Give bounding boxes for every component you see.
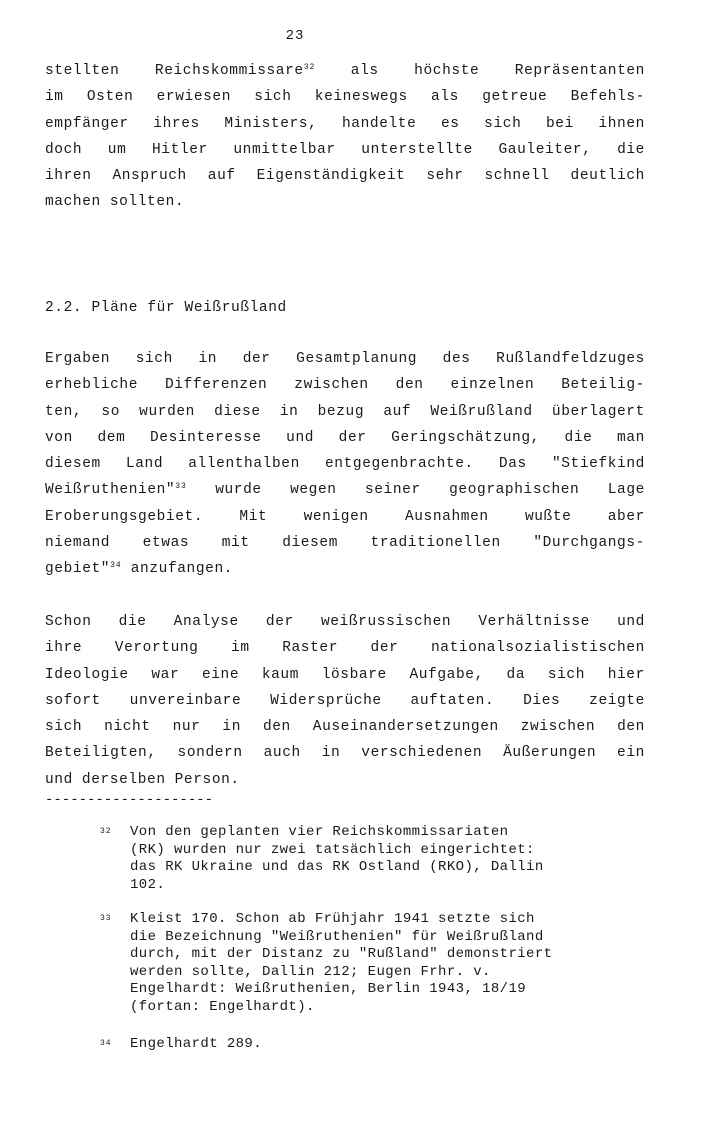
footnote-line: werden sollte, Dallin 212; Eugen Frhr. v. [130,963,491,980]
section-heading: 2.2. Pläne für Weißrußland [45,300,287,316]
footnote-number: 34 [100,1039,112,1048]
footnote-separator: -------------------- [45,792,214,808]
text-line: gebiet"$^{34}$ anzufangen. [45,561,234,578]
text-line: von dem Desinteresse und der Geringschätzung, die man [45,429,645,446]
footnote-number: 32 [100,827,112,836]
text-line: diesem Land allenthalben entgegenbrachte. Das "Stiefkind [45,456,645,473]
paragraph-2 [45,346,645,583]
text-line: sofort unvereinbare Widersprüche auftaten. Dies zeigte [45,692,645,709]
text-line: machen sollten. [45,194,185,211]
text-line: stellten Reichskommissare$^{32}$ als höchste Repräsentanten [45,63,645,79]
page-number: 23 [285,28,305,44]
text-line: Beteiligten, sondern auch in verschiedenen Äußerungen ein [45,745,645,762]
footnote-line: Von den geplanten vier Reichskommissariaten [130,824,509,840]
text-line: ihre Verortung im Raster der nationalsozialistischen [45,640,645,657]
text-line: niemand etwas mit diesem traditionellen "Durchgangs- [45,535,645,552]
text-line: und derselben Person. [45,771,240,788]
text-line: ten, so wurden diese in bezug auf Weißrußland überlagert [45,403,645,420]
footnote-line: die Bezeichnung "Weißruthenien" für Weißrußland [130,928,544,945]
footnote-line: Engelhardt: Weißruthenien, Berlin 1943, 18/19 [130,981,527,997]
footnote-33 [100,911,660,1016]
text-line: doch um Hitler unmittelbar unterstellte Gauleiter, die [45,141,645,158]
footnote-line: das RK Ukraine und das RK Ostland (RKO), Dallin [130,859,544,875]
footnote-line: Kleist 170. Schon ab Frühjahr 1941 setzte sich [130,911,535,927]
footnote-34 [100,1036,660,1054]
paragraph-1 [45,58,645,216]
text-line: Ideologie war eine kaum lösbare Aufgabe, da sich hier [45,666,645,683]
footnote-line: (RK) wurden nur zwei tatsächlich eingerichtet: [130,841,535,858]
paragraph-3 [45,609,645,793]
footnote-line: durch, mit der Distanz zu "Rußland" demonstriert [130,946,553,962]
text-line: empfänger ihres Ministers, handelte es sich bei ihnen [45,115,645,132]
footnote-line: Engelhardt 289. [130,1036,263,1052]
text-line: Weißruthenien"$^{33}$ wurde wegen seiner geographischen Lage [45,482,645,499]
text-line: Ergaben sich in der Gesamtplanung des Rußlandfeldzuges [45,351,645,367]
footnote-line: (fortan: Engelhardt). [130,998,315,1015]
text-line: Schon die Analyse der weißrussischen Verhältnisse und [45,614,645,630]
text-line: ihren Anspruch auf Eigenständigkeit sehr schnell deutlich [45,168,645,185]
footnote-ref-32[interactable]: 32 [303,63,316,72]
footnote-line: 102. [130,876,166,893]
footnote-32 [100,824,660,894]
footnote-ref-34[interactable]: 34 [110,561,122,571]
footnote-ref-33[interactable]: 33 [175,482,187,492]
footnote-number: 33 [100,914,112,923]
text-line: im Osten erwiesen sich keineswegs als getreue Befehls- [45,89,645,106]
text-line: erhebliche Differenzen zwischen den einzelnen Beteilig- [45,377,645,394]
text-line: Eroberungsgebiet. Mit wenigen Ausnahmen wußte aber [45,508,645,525]
text-line: sich nicht nur in den Auseinandersetzungen zwischen den [45,719,645,736]
